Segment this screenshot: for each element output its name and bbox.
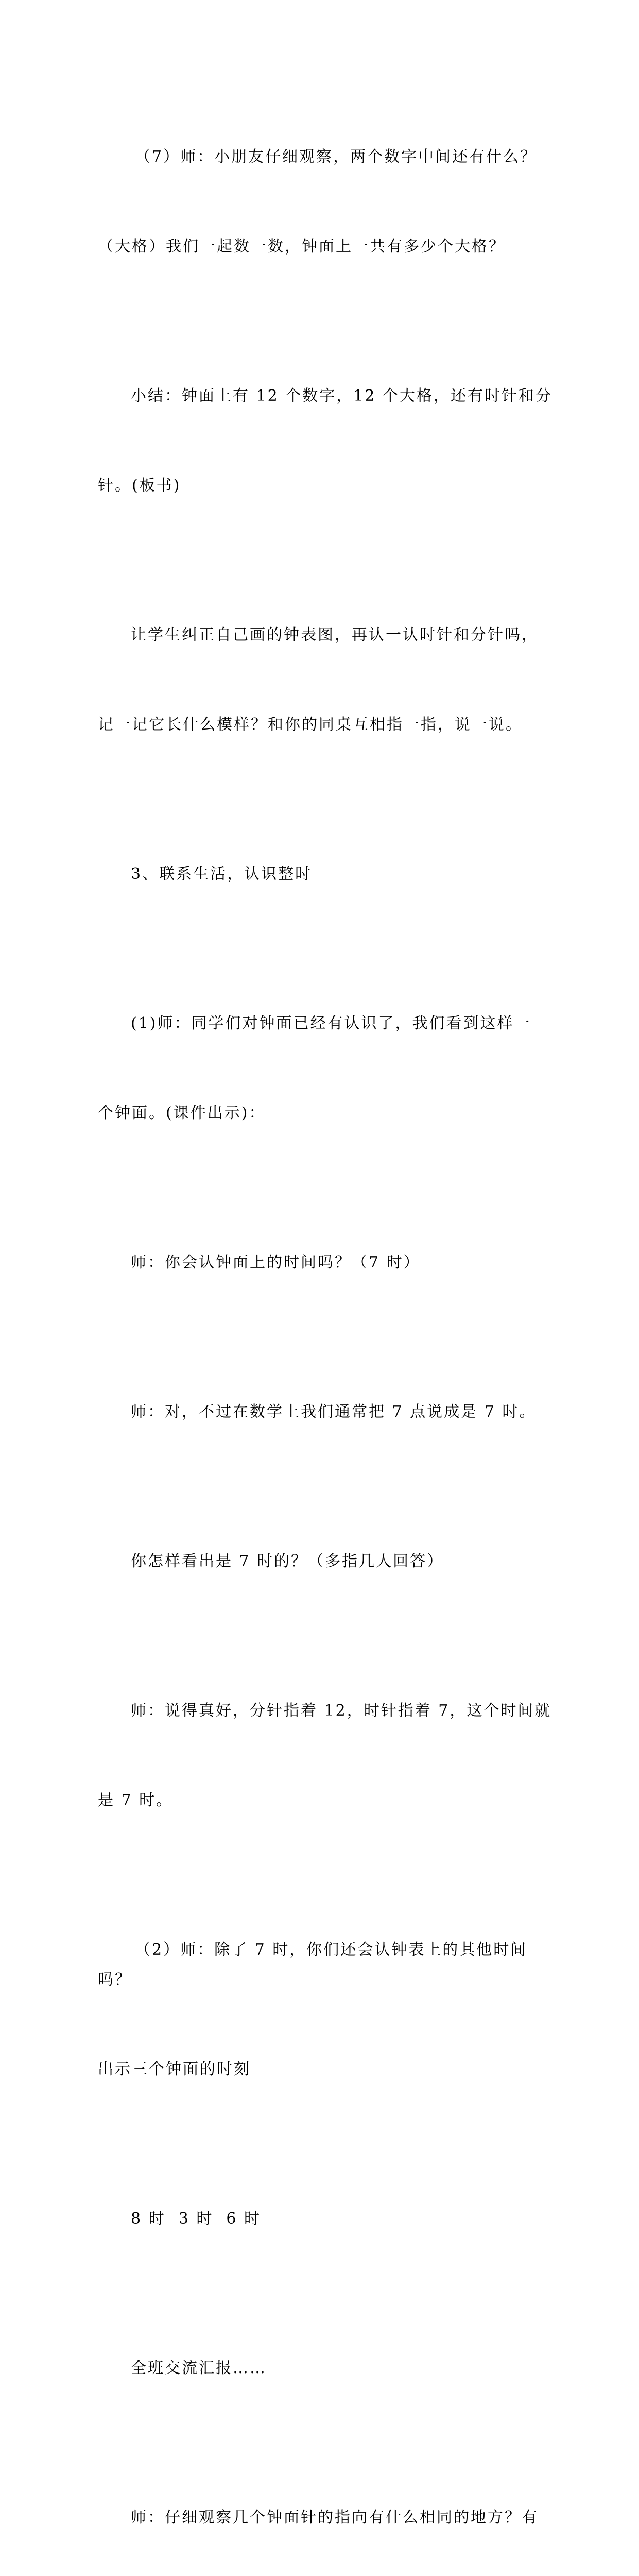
text-line: 让学生纠正自己画的钟表图，再认一认时针和分针吗， [131, 626, 539, 644]
paragraph-7 [98, 1337, 556, 1487]
paragraph-4 [98, 800, 556, 949]
paragraph-6 [98, 1188, 556, 1337]
text-line: 是 7 时。 [98, 1791, 174, 1809]
paragraph-2 [98, 321, 556, 561]
text-line: 3、联系生活，认识整时 [131, 865, 313, 883]
text-line: 师：仔细观察几个钟面针的指向有什么相同的地方？有 [131, 2509, 539, 2527]
paragraph-10 [98, 1875, 556, 2144]
text-line: 针。(板书) [98, 477, 181, 495]
text-line: （7）师：小朋友仔细观察，两个数字中间还有什么？ [135, 148, 538, 166]
text-line: 记一记它长什么模样？和你的同桌互相指一指，说一说。 [98, 716, 523, 734]
paragraph-12 [98, 2294, 556, 2443]
paragraph-8 [98, 1487, 556, 1636]
paragraph-5 [98, 949, 556, 1188]
text-line: 个钟面。(课件出示)： [98, 1104, 266, 1122]
document-body [98, 82, 556, 2576]
text-line: 小结：钟面上有 12 个数字，12 个大格，还有时针和分 [131, 387, 552, 405]
text-line: 师：你会认钟面上的时间吗？（7 时） [131, 1253, 421, 1272]
text-line: 全班交流汇报…… [131, 2359, 267, 2377]
text-line: 出示三个钟面的时刻 [98, 2060, 251, 2078]
text-line: 8 时 3 时 6 时 [131, 2210, 262, 2228]
paragraph-9 [98, 1636, 556, 1875]
text-line: （大格）我们一起数一数，钟面上一共有多少个大格？ [98, 238, 506, 256]
paragraph-3 [98, 561, 556, 800]
text-line: 师：对，不过在数学上我们通常把 7 点说成是 7 时。 [131, 1403, 537, 1421]
text-line: 师：说得真好，分针指着 12，时针指着 7，这个时间就 [131, 1702, 552, 1720]
text-line: (1)师：同学们对钟面已经有认识了，我们看到这样一 [131, 1014, 531, 1032]
text-line: 你怎样看出是 7 时的？（多指几人回答） [131, 1552, 444, 1570]
paragraph-13 [98, 2443, 556, 2576]
paragraph-11 [98, 2144, 556, 2294]
paragraph-1 [98, 82, 556, 321]
text-line: （2）师：除了 7 时，你们还会认钟表上的其他时间吗？ [98, 1941, 528, 1989]
